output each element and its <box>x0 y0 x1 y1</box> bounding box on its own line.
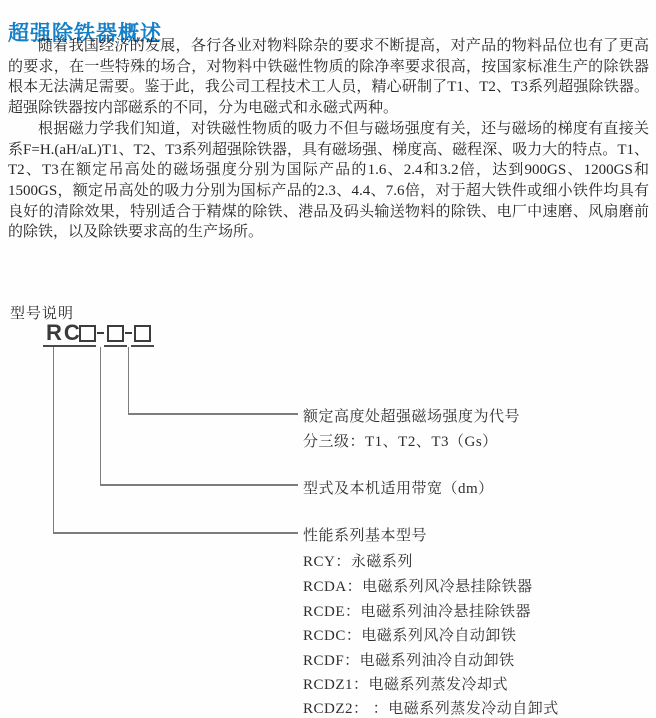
model-code-dash-2 <box>125 332 132 334</box>
series-list-item: RCDF：电磁系列油冷自动卸铁 <box>303 653 515 669</box>
annotation-series-heading: 性能系列基本型号 <box>303 528 428 544</box>
model-code-dash-1 <box>97 332 104 334</box>
overview-text <box>8 36 649 243</box>
series-list-item: RCY：永磁系列 <box>303 554 413 570</box>
connector-line-bandwidth-vertical <box>100 347 102 485</box>
series-list-item: RCDC：电磁系列风冷自动卸铁 <box>303 628 517 644</box>
overview-paragraph-2: 根据磁力学我们知道，对铁磁性物质的吸力不但与磁场强度有关，还与磁场的梯度有直接关系F=H.(aH/aL)T1、T2、T3系列超强除铁器，具有磁场强、梯度高、磁程深、吸力大的特点。T1、T2、T3在额定吊高处的磁场强度分别为国际产品的1.6、2.4和3.2倍，达到900GS、1200GS和1500GS，额定吊高处的吸力分别为国标产品的2.3、4.4、7.6倍，对于超大铁件或细小铁件均具有良好的清除效果，特别适合于精煤的除铁、港品及码头输送物料的除铁、电厂中速磨、风扇磨前的除铁，以及除铁要求高的生产场所。 <box>8 120 649 241</box>
model-code-placeholder-box-1 <box>79 325 96 342</box>
model-code-placeholder-box-3 <box>134 325 151 342</box>
model-code-placeholder-box-2 <box>107 325 124 342</box>
model-section-heading: 型号说明 <box>10 305 75 322</box>
annotation-bandwidth: 型式及本机适用带宽（dm） <box>303 481 494 497</box>
series-list-item: RCDA：电磁系列风冷悬挂除铁器 <box>303 579 533 595</box>
model-code-underline-2 <box>104 345 127 347</box>
connector-line-bandwidth-horizontal <box>100 484 298 486</box>
model-code-prefix: RC <box>46 320 82 345</box>
overview-paragraph-1: 随着我国经济的发展，各行各业对物料除杂的要求不断提高，对产品的物料品位也有了更高的要求，在一些特殊的场合，对物料中铁磁性物质的除净率要求很高，按国家标准生产的除铁器根本无法满足需要。鉴于此，我公司工程技术工人员，精心研制了T1、T2、T3系列超强除铁器。超强除铁器按内部磁系的不同，分为电磁式和永磁式两种。 <box>8 38 649 117</box>
page-title: 超强除铁器概述 <box>8 22 162 46</box>
connector-line-grade-vertical <box>128 347 130 414</box>
model-code-underline-1 <box>43 345 96 347</box>
series-list-item: RCDZ2： ：电磁系列蒸发冷动自卸式 <box>303 701 559 717</box>
model-code-underline-3 <box>131 345 154 347</box>
series-list-item: RCDE：电磁系列油冷悬挂除铁器 <box>303 604 532 620</box>
connector-line-series-vertical <box>53 347 55 533</box>
annotation-grade-line-2: 分三级：T1、T2、T3（Gs） <box>303 434 498 450</box>
series-list-item: RCDZ1：电磁系列蒸发冷却式 <box>303 677 509 693</box>
connector-line-grade-horizontal <box>128 413 298 415</box>
annotation-grade-line-1: 额定高度处超强磁场强度为代号 <box>303 409 521 425</box>
connector-line-series-horizontal <box>53 532 298 534</box>
